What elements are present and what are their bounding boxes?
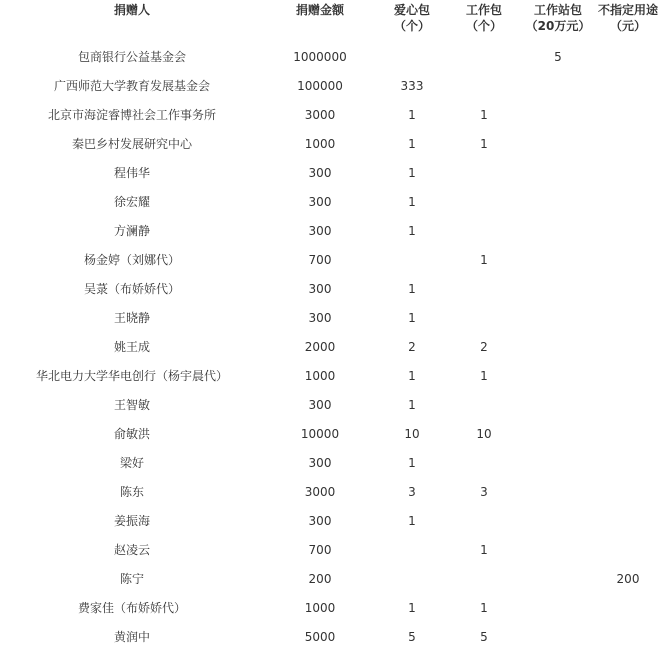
work-pack-cell [446, 506, 522, 535]
work-station-cell [522, 100, 594, 129]
work-pack-cell [446, 216, 522, 245]
work-pack-cell [446, 274, 522, 303]
unspecified-cell [594, 274, 662, 303]
work-station-cell [522, 274, 594, 303]
donor-cell: 华北电力大学华电创行（杨宇晨代） [35, 369, 228, 383]
work-pack-cell [446, 71, 522, 100]
amount-cell: 300 [308, 310, 332, 325]
unspecified-cell [594, 506, 662, 535]
work-pack-cell: 10 [476, 426, 492, 441]
donor-cell: 程伟华 [113, 166, 150, 180]
love-pack-cell: 1 [408, 107, 416, 122]
unspecified-cell [594, 390, 662, 419]
amount-cell: 300 [308, 165, 332, 180]
table-row [2, 100, 662, 129]
donor-cell: 赵凌云 [113, 543, 150, 557]
donor-cell: 陈宁 [119, 572, 144, 586]
header-donor: 捐赠人 [113, 3, 150, 17]
donor-cell: 王晓静 [113, 311, 150, 325]
work-pack-cell [446, 303, 522, 332]
work-station-cell [522, 187, 594, 216]
work-station-cell [522, 216, 594, 245]
work-pack-cell [446, 187, 522, 216]
donor-cell: 广西师范大学教育发展基金会 [53, 79, 210, 93]
unspecified-cell [594, 158, 662, 187]
work-pack-cell: 2 [480, 339, 488, 354]
unspecified-cell [594, 448, 662, 477]
donor-cell: 梁好 [119, 456, 144, 470]
work-pack-cell: 1 [480, 542, 488, 557]
table-row [2, 245, 662, 274]
work-station-cell [522, 332, 594, 361]
donor-cell: 包商银行公益基金会 [77, 50, 186, 64]
work-pack-cell [446, 448, 522, 477]
work-station-cell [522, 419, 594, 448]
unspecified-cell: 200 [616, 571, 640, 586]
amount-cell: 300 [308, 397, 332, 412]
work-station-cell [522, 129, 594, 158]
unspecified-cell [594, 535, 662, 564]
work-station-cell [522, 564, 594, 593]
table-row [2, 506, 662, 535]
work-station-cell [522, 361, 594, 390]
love-pack-cell [378, 245, 446, 274]
unspecified-cell [594, 332, 662, 361]
header-amount: 捐赠金额 [295, 3, 344, 17]
table-row [2, 274, 662, 303]
unspecified-cell [594, 245, 662, 274]
table-row [2, 158, 662, 187]
table-row [2, 564, 662, 593]
amount-cell: 300 [308, 223, 332, 238]
table-row [2, 477, 662, 506]
donor-cell: 北京市海淀睿博社会工作事务所 [47, 108, 216, 122]
unspecified-cell [594, 622, 662, 651]
donor-cell: 秦巴乡村发展研究中心 [71, 137, 192, 151]
donor-cell: 姜振海 [113, 514, 150, 528]
amount-cell: 300 [308, 194, 332, 209]
work-pack-cell [446, 158, 522, 187]
work-pack-cell: 1 [480, 368, 488, 383]
work-pack-cell [446, 390, 522, 419]
love-pack-cell: 10 [404, 426, 420, 441]
love-pack-cell: 1 [408, 194, 416, 209]
work-station-cell [522, 622, 594, 651]
love-pack-cell: 1 [408, 368, 416, 383]
table-row [2, 593, 662, 622]
unspecified-cell [594, 71, 662, 100]
donor-cell: 杨金婷（刘娜代） [83, 253, 180, 267]
amount-cell: 1000000 [293, 49, 347, 64]
work-pack-cell: 1 [480, 600, 488, 615]
table-row [2, 361, 662, 390]
header-work-station: 工作站包 （20万元） [525, 3, 591, 33]
table-row [2, 129, 662, 158]
love-pack-cell: 1 [408, 281, 416, 296]
love-pack-cell: 1 [408, 136, 416, 151]
amount-cell: 3000 [304, 107, 336, 122]
table-row [2, 332, 662, 361]
work-pack-cell: 1 [480, 252, 488, 267]
unspecified-cell [594, 593, 662, 622]
header-work-pack: 工作包 （个） [465, 3, 502, 33]
work-pack-cell: 3 [480, 484, 488, 499]
love-pack-cell: 1 [408, 165, 416, 180]
work-station-cell [522, 506, 594, 535]
amount-cell: 10000 [300, 426, 340, 441]
table-row [2, 42, 662, 71]
work-station-cell [522, 535, 594, 564]
work-station-cell [522, 245, 594, 274]
work-station-cell [522, 390, 594, 419]
work-station-cell: 5 [554, 49, 562, 64]
table-row [2, 448, 662, 477]
table-row [2, 535, 662, 564]
love-pack-cell: 1 [408, 310, 416, 325]
amount-cell: 700 [308, 252, 332, 267]
love-pack-cell: 1 [408, 513, 416, 528]
header-unspecified: 不指定用途 （元） [597, 3, 658, 33]
work-station-cell [522, 158, 594, 187]
donor-cell: 俞敏洪 [113, 427, 150, 441]
donation-table [2, 0, 662, 651]
unspecified-cell [594, 216, 662, 245]
work-station-cell [522, 303, 594, 332]
unspecified-cell [594, 129, 662, 158]
donor-cell: 方澜静 [113, 224, 150, 238]
unspecified-cell [594, 100, 662, 129]
love-pack-cell: 3 [408, 484, 416, 499]
unspecified-cell [594, 477, 662, 506]
amount-cell: 200 [308, 571, 332, 586]
table-row [2, 303, 662, 332]
donor-cell: 王智敏 [113, 398, 150, 412]
donor-cell: 徐宏耀 [113, 195, 150, 209]
love-pack-cell: 1 [408, 455, 416, 470]
work-pack-cell [446, 42, 522, 71]
love-pack-cell: 1 [408, 600, 416, 615]
unspecified-cell [594, 361, 662, 390]
donor-cell: 黄润中 [113, 630, 150, 644]
love-pack-cell: 2 [408, 339, 416, 354]
work-station-cell [522, 71, 594, 100]
table-row [2, 187, 662, 216]
love-pack-cell [378, 564, 446, 593]
unspecified-cell [594, 419, 662, 448]
amount-cell: 1000 [304, 600, 336, 615]
table-row [2, 71, 662, 100]
work-pack-cell: 5 [480, 629, 488, 644]
table-body [2, 42, 662, 651]
amount-cell: 1000 [304, 136, 336, 151]
love-pack-cell: 1 [408, 223, 416, 238]
amount-cell: 1000 [304, 368, 336, 383]
amount-cell: 300 [308, 513, 332, 528]
amount-cell: 300 [308, 455, 332, 470]
amount-cell: 2000 [304, 339, 336, 354]
love-pack-cell: 333 [400, 78, 424, 93]
love-pack-cell: 1 [408, 397, 416, 412]
table-row [2, 216, 662, 245]
table-row [2, 622, 662, 651]
donor-cell: 费家佳（布娇娇代） [77, 601, 186, 615]
work-station-cell [522, 477, 594, 506]
table-row [2, 390, 662, 419]
donor-cell: 陈东 [119, 485, 144, 499]
love-pack-cell [378, 535, 446, 564]
work-pack-cell: 1 [480, 107, 488, 122]
unspecified-cell [594, 42, 662, 71]
love-pack-cell: 5 [408, 629, 416, 644]
amount-cell: 100000 [297, 78, 343, 93]
work-station-cell [522, 593, 594, 622]
work-pack-cell: 1 [480, 136, 488, 151]
table-row [2, 419, 662, 448]
work-pack-cell [446, 564, 522, 593]
unspecified-cell [594, 187, 662, 216]
table-header-row [2, 0, 662, 42]
donor-cell: 姚王成 [113, 340, 150, 354]
love-pack-cell [378, 42, 446, 71]
amount-cell: 5000 [304, 629, 336, 644]
amount-cell: 300 [308, 281, 332, 296]
work-station-cell [522, 448, 594, 477]
unspecified-cell [594, 303, 662, 332]
donor-cell: 吴菉（布娇娇代） [83, 282, 180, 296]
amount-cell: 700 [308, 542, 332, 557]
header-love-pack: 爱心包 （个） [393, 3, 430, 33]
amount-cell: 3000 [304, 484, 336, 499]
